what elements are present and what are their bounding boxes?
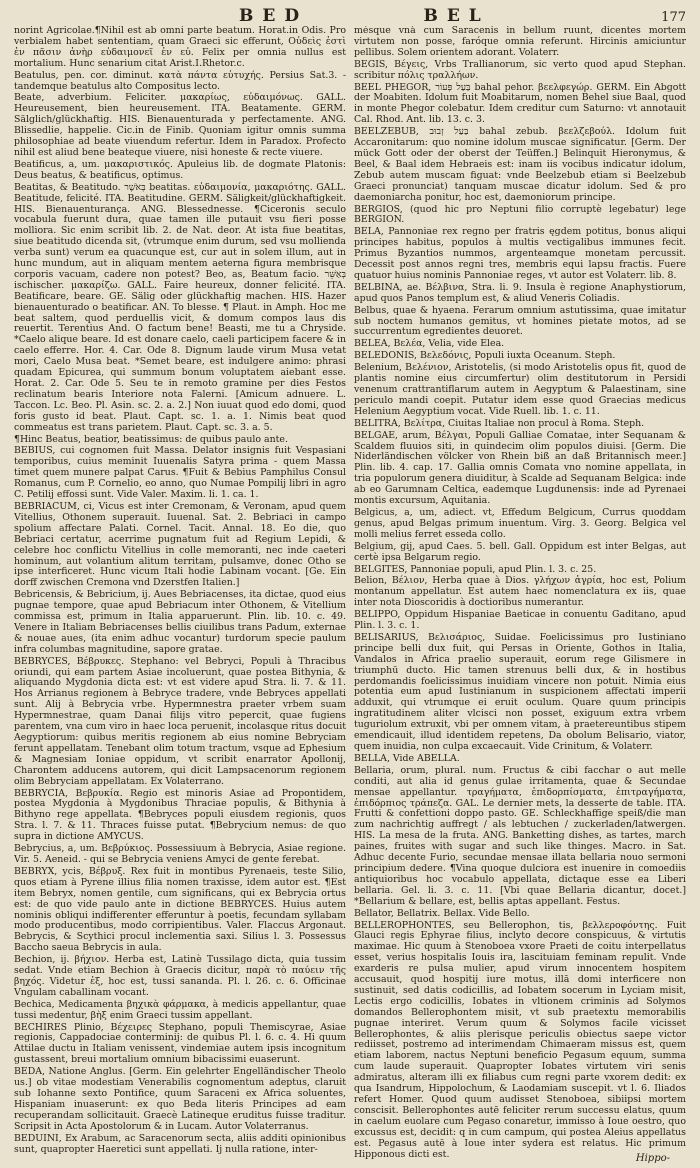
dictionary-entry: Beatificus, a, um. μακαριστικός. Apuleius lib. de dogmate Platonis: Deus beatus, & beatificus, optimus. [14,158,346,181]
dictionary-entry: mésque vnà cum Saracenis in bellum ruunt, dicentes mortem virtutem non posse, faróque omnia referunt. Hircinis amiciuntur pellibus. Solem orientem adorant. Volaterr. [354,26,686,58]
page-number: 177 [661,10,686,25]
dictionary-entry: Bebrycius, a, um. Βεβρύκιος. Possessiuum à Bebrycia, Asiae regione. Vir. 5. Aeneid. - qui se Bebrycia veniens Amyci de gente ferebat. [14,843,346,865]
dictionary-entry: Belenium, Βελένιον, Aristotelis, (si modo Aristotelis opus fit, quod de plantis nomine eius circumfertur) olim destitutorum in Persidi venenum crattrantiflarum autem in Aegyptum & Palaestinam, sine periculo mandi coepit. Putatur idem esse quod Graecias medicus Helenium Aegyptium vocat. Vide Ruell. lib. 1. c. 11. [354,362,686,417]
dictionary-entry: BERGIOS, (quod hic pro Neptuni filio corruptè legebatur) lege BERGION. [354,203,686,226]
catchword: Hippo- [635,1153,670,1164]
dictionary-entry: Beate, adverbium. Feliciter. μακαρίως, εὐδαιμόνως. GALL. Heureusement, bien heureusement. ITA. Beatamente. GERM. Sälglich/glückhaftig. HIS. Bienauenturada y perfectamente. ANG. Blissedlie, happelie. Cic.in de Finib. Quoniam igitur omnis summa philosophiae ad beate viuendum refertur. Idem in Paradox. Profecto nihil est aliud bene beateque viuere, nisi honeste & recte viuere. [14,92,346,158]
dictionary-entry: norint Agricolae.¶Nihil est ab omni parte beatum. Horat.in Odis. Pro verbialem habet sententiam, quam Graeci sic efferunt, Οὐδεὶς ἐστὶ ἐν πᾶσιν ἀνὴρ εὐδαιμονεῖ ἐν εὐ. Felix per omnia nullus est mortalium. Hunc senarium citat Arist.I.Rhetor.c. [14,26,346,69]
dictionary-entry: BEGIS, Βέγεις, Vrbs Trallianorum, sic verto quod apud Stephan. scribitur πόλις τραλλήων. [354,58,686,81]
dictionary-entry: BELLA, Vide ABELLA. [354,752,460,764]
dictionary-entry: BEELZEBUB, בַּעַל זְבוּב bahal zebub. βεελζεβούλ. Idolum fuit Accaronitarum: quo nomine idolum muscae significatur. [Germ. Der mück Gott oder der oberst der Teüffen.] Belinquit Hieronymus, & Beel, & Baal idem Hebraeis est: inam iis vocibus indicatur idolum, Zebub autem muscam figuat: vnde Beelzebub etiam si Beelzebub Graeci pronunciat) tanquam muscae dicatur idolum. Sed & pro daemoniarcha ponitur, hoc est, daemoniorum principe. [354,126,686,203]
right-column [354,26,686,1166]
dictionary-entry: Beatulus, pen. cor. diminut. κατὰ πάντα εὐτυχής. Persius Sat.3. - tandemque beatulus alto Compositus lecto. [14,69,346,92]
dictionary-entry: Bechion, ij. βήχιον. Herba est, Latinè Tussilago dicta, quia tussim sedat. Vnde etiam Bechion à Graecis dicitur, παρὰ τὸ παύειν τῆς βηχός. Videtur ἐξ, hoc est, tussi sananda. Pl. l. 26. c. 6. Officinae Vngulam caballinam vocant. [14,954,346,998]
dictionary-entry: Bellaria, orum, plural. num. Fructus & cibi facchar o aut melle conditi, aut alia id genus gulae irritamenta, quae & Secundae mensae appellantur. τραγήματα, ἐπιδορπίσματα, ἐπιτραγήματα, ἐπιδόρπιος τράπεζα. GAL. Le dernier mets, la desserte de table. ITA. Frutti & confettioni doppo pasto. GE. Schleckhaffige speiß/die man zum nachrichtig auffregt / als lebtuchen / zuckerladen/latwergen. HIS. La mesa de la fruta. ANG. Banketting dishes, as tartes, march paines, fruites with sugar and such like thinges. Macro. in Sat. Adhuc decente Furio, secundae mensae illata bellaria nouo sermoni principium dedere. ¶Vina quoque dulciora est inuenire in comoediis antiquioribus hoc vocabulo appellata, dictaque esse ea Liberi bellaria. Gel. li. 3. c. 11. [Vbi quae Bellaria dicantur, docet.] *Bellarium & bellare, est, bellis aptas appellant. Festus. [354,764,686,907]
dictionary-entry: Bebricensis, & Bebricium, ij. Aues Bebriacenses, ita dictae, quod eius pugnae tempore, quae apud Bebriacum inter Othonem, & Vitellium commissa est, primum in Italia apparuerunt. Plin. lib. 10. c. 49. Venere in Italiam Bebriacenses bellis ciuilibus trans Padum, externae & nouae aues, (ita enim adhuc vocantur) turdorum specie paulum infra columbas magnitudine, sapore gratae. [14,589,346,655]
left-column [14,26,346,1166]
dictionary-entry: BEBRYCES, Βέβρυκες. Stephano: vel Bebryci, Populi à Thracibus oriundi, qui eam partem Asiae incoluerunt, quae postea Bithynia, & aliquando Mygdonia dicta est: vt est videre apud Stra. li. 7. & 11. Hos Arrianus regionem à Bebryce tradere, vnde Bebryces appellati sunt. Alij à Bebrycia vrbe. Hypermnestra praeter vrbem suam Hypermnestrae, quam Danai filijs vitro pepercit, quae fugiens parentem, vna cum viro in haec loca peruenit, incolasque ritus docuit Aegyptiorum: quibus meritis regionem ab eius nomine Bebryciam ferunt appellatam. Tenebant olim totum tractum, vsque ad Ephesium & Magnesiam Ioniae oppidum, vt scribit enarrator Apollonij, Charontem adducens autorem, qui dicit Lampsacenorum regionem olim Bebryciam appellatam. Ex Volaterrano. [14,655,346,787]
dictionary-entry: Bellator, Bellatrix. Bellax. Vide Bello. [354,907,530,919]
dictionary-entry: BELEDONIS, Βελεδόνις, Populi iuxta Oceanum. Steph. [354,350,616,362]
dictionary-entry: Belgium, gij, apud Caes. 5. bell. Gall. Oppidum est inter Belgas, aut certè ipsa Belgarum regio. [354,540,686,563]
dictionary-entry: Beatitas, & Beatitudo. בְּאֹשֶׁר beatitas. εὐδαιμονία, μακαριότης. GALL. Beatitude, felicité. ITA. Beatitudine. GERM. Säligkeit/glückhaftigkeit. HIS. Bienauenturança. ANG. Blessednesse. ¶Ciceronis seculo vocabula fuerunt dura, quae tamen ille putauit vsu fieri posse molliora. Sic enim scribit lib. 2. de Nat. deor. At ista fiue beatitas, siue beatitudo dicenda sit, (vtrumque enim durum, sed vsu mollienda verba sunt) verum ea quacunque est, cur aut in solem illum, aut in hunc mundum, aut in aliquam mentem aeterna figura membrisque corporis vacuam, cadere non potest? Beo, as, Beatum facio. בְּאַשֵּׁר ischischer. μακαρίζω. GALL. Faire heureux, donner felicité. ITA. Beatificare, beare. GE. Sälig oder glückhaftig machen. HIS. Hazer bienauenturado o beatificar. AN. To blesse. ¶ Plaut. in Amph. Hoc me beat saltem, quod perduellis vicit, & domum compos laus dis reuertit. Terentius And. O factum bene! Beasti, me tu a Chryside. *Caelo alique beare. Id est donare caelo, caeli participem facere & in caelo efferre. Hor. 4. Car. Ode 8. Dignum laude virum Musa vetat mori, Caelo Musa beat. *Semet beare, est indulgere animo: phrasi quadam Epicurea, qui summum bonum voluptatem aiebant esse. Horat. 2. Car. Ode 5. Seu te in remoto gramine per dies Festos reclinatum bearis Interiore nota Falerni. [Amicum adnuere. L. Taccon. Lc. Beo. Pl. Asin. sc. 2. a. 2.] Non iuuat quod edo domi, quod foris gusto id beat. Plaut. Capt. sc. 1. a. 1. Nimis beat quod commeatus est trans parietem. Plaut. Capt. sc. 3. a. 5. [14,181,346,433]
dictionary-entry: Bechica, Medicamenta βηχικὰ φάρμακα, à medicis appellantur, quae tussi medentur, βὴξ enim Graeci tussim appellant. [14,998,346,1021]
dictionary-entry: Belbus, quae & hyaena. Ferarum omnium astutissima, quae imitatur sub noctem humanos gemitus, vt homines pietate motos, ad se succurrentum egredientes deuoret. [354,304,686,338]
dictionary-entry: BEDA, Natione Anglus. [Germ. Ein gelehrter Engelländischer Theolo us.] ob vitae modestiam Venerabilis cognomentum adeptus, claruit sub Iohanne sexto Pontifice, quum Saraceni ex Africa soluentes, Hispaniam inuaserunt: ex quo Beda literis Principes ad eam recuperandam sollicitauit. Graecè Latineque eruditus fuisse traditur. Scripsit in Acta Apostolorum & in Lucam. Autor Volaterranus. [14,1066,346,1132]
dictionary-entry: BELLEROPHONTES, seu Bellerophon, tis, βελλεροφόντης. Fuit Glauci regis Ephyrae filius, inclyto decore conspicuus, & virtutis maximae. Hic quum à Stenoboea vxore Praeti de coitu interpellatus esset, verius hospitalis Iouis ira, lascituiam feminam repulit. Vnde exarderis re pulsa mulier, apud virum innocentem hospitem accusauit, quod hospitij iure motus, illā domi interficere non sustinuit, sed datis codicillis, ad Iobatem socerum in Lyciam misit, Lectis ergo codicillis, Iobates in vltionem criminis ad Solymos domandos Bellerophontem misit, vt sub praetextu memorabilis pugnae interiret. Verum quum & Solymos facile vicisset Bellerophontes, & aliis plerisque periculis obiectus saepe victor rediisset, postremo ad interimendam Chimaeram missus est, quem etiam laborem, nactus Neptuni beneficio Pegasum equum, summa cum laude superauit. Quapropter Iobates virtutem viri senis admiratus, alteram illi ex filiabus cum regni parte vxorem dedit: ex qua Isandrum, Hippolochum, & Laodamiam suscepit. vt l. 6. Iliados refert Homer. Quod quum audisset Stenoboea, sibiipsi mortem conscisit. Bellerophontes autē feliciter rerum successu elatus, quum in caelum euolare cum Pegaso conaretur, immisso à Ioue oestro, quo excussus est, decidit: q in cum campum, qui postea Aleius appellatus est. Pegasus autē à Ioue inter sydera est relatus. Hic primum Hipponous dicti est. [354,919,686,1160]
dictionary-entry: BELISARIUS, Βελισάριος, Suidae. Foelicissimus pro Iustiniano principe belli dux fuit, qui Persas in Oriente, Gothos in Italia, Vandalos in Africa praelio superauit, eorum rege Gilismere in triumphū ducto. Hic tamen strenuus belli dux, & in hostibus perdomandis foelicissimus inuidiam vincere non potuit. Nimia eius potentia eum apud Iustinianum in suspicionem affectati imperii adduxit, qui vtrumque ei eruit oculum. Quare quum principis ingratitudinem aliter vlcisci non posset, exiguum extra vrbem tuguriolum extruxit, vbi per omnem vitam, à praetereuntibus stipem emendicauit, illud identidem repetens, Da obolum Belisario, viator, quem inuidia, non culpa excaecauit. Vide Crinitum, & Volaterr. [354,631,686,752]
dictionary-entry: ¶Hinc Beatus, beatior, beatissimus: de quibus paulo ante. [14,433,288,445]
dictionary-entry: BELIPPO, Oppidum Hispaniae Baeticae in conuentu Gaditano, apud Plin. l. 3. c. 1. [354,609,686,632]
dictionary-entry: Belgicus, a, um, adiect. vt, Effedum Belgicum, Currus quoddam genus, apud Belgas primum inuentum. Virg. 3. Georg. Belgica vel molli melius ferret esseda collo. [354,506,686,540]
dictionary-entry: Belion, Βέλιον, Herba quae à Dios. γλήχων ἀγρία, hoc est, Polium montanum appellatur. Est autem haec nomenclatura ex iis, quae inter nota Dioscoridis à doctioribus numerantur. [354,575,686,609]
dictionary-entry: BELBINA, ae. Βέλβινα, Stra. li. 9. Insula è regione Anaphystiorum, apud quos Panos templum est, & aliud Veneris Coliadis. [354,281,686,304]
running-header [14,6,686,26]
header-right: BEL [423,6,490,26]
dictionary-entry: BEEL PHEGOR, בַּעַל פְּעוֹר bahal pehor. βεελφεγώρ. GERM. Ein Abgott der Moabiten. Idolum fuit Moabitarum, nomen Behel siue Baal, quod in monte Phegor colebatur. Idem creditur cum Saturno: vt annotauit Cal. Rhod. Ant. lib. 13. c. 3. [354,81,686,126]
dictionary-entry: BECHIRES Plinio, Βέχειρες Stephano, populi Themiscyrae, Asiae regionis, Cappadociae conterminij: de quibus Pl. l. 6. c. 4. Hi quum Attilae ductu in Italiam venissent, vindemiae autem ipsis incognitum gustassent, breui mortalium omnium bibacissimi euaserunt. [14,1021,346,1066]
dictionary-entry: BEBRIACUM, ci, Vicus est inter Cremonam, & Veronam, apud quem Vitellius, Othonem superauit. Iuuenal. Sat. 2. Bebriaci in campo spolium affectare Palati. Cornel. Tacit. Annal. 18. Eo die, quo Bebriaci certatur, acerrime pugnatum fuit ad Regium Lepidi, & celebre hoc conflictu Vitellius in colle memoranti, nec inde caeteri hominum, aut volantium alitum territam, pulsamve, donec Otho se ipse interficeret. Hunc vicum Itali hodie Labinam vocant. [Ge. Ein dorff zwischen Cremona vnd Dzerstfen Italien.] [14,500,346,589]
dictionary-entry: BELA, Pannoniae rex regno per fratris ęgdem potitus, bonus aliqui principes habitus, populos à multis vectigalibus immunes fecit. Primus Byzantios nummos, argenteamque monetam percussit. Decessit post annos regni tres, membris equi lapsu fractis. Fuere quatuor huius nominis Pannoniae reges, vt autor est Volaterr. lib. 8. [354,226,686,281]
text-columns [14,26,686,1166]
dictionary-entry: BELITRA, Βελίτρα, Ciuitas Italiae non procul à Roma. Steph. [354,417,645,429]
dictionary-entry: BEDUINI, Ex Arabum, ac Saracenorum secta, aliis additi opinionibus sunt, quapropter Haeretici sunt appellati. Ij nulla ratione, inter- [14,1132,346,1155]
dictionary-entry: BELGAE, arum, Βέλγαι, Populi Galliae Comatae, inter Sequanam & Scaldem fluuios siti, in quindecim olim populos diuisi. [Germ. Die Niderländischen völcker von Rhein biß an daß Britannisch meer.] Plin. lib. 4. cap. 17. Gallia omnis Comata vno nomine appellata, in tria populorum genera diuiditur, à Scalde ad Sequanam Belgica: inde ab eo Garumnam Celtica, eademque Lugdunensis: inde ad Pyrenaei montis excursum, Aquitania. [354,429,686,507]
dictionary-entry: BEBRYX, ycis, Βέβρυξ. Rex fuit in montibus Pyrenaeis, teste Silio, quos etiam à Pyrene illius filia nomen traxisse, idem autor est. ¶Est item Bebryx, nomen gentile, cum significans, qui ex Bebrycia ortus est: de quo vide paulo ante in dictione BEBRYCES. Huius autem nominis obliqui indifferenter efferuntur à poetis, fecundam syllabam modo producentibus, modo corripientibus. Valer. Flaccus Argonaut. Bebrycis, & Scythici procul inclementia saxi. Silius l. 3. Possessus Baccho saeua Bebrycis in aula. [14,865,346,954]
dictionary-entry: BELEA, Βελέα, Velia, vide Elea. [354,338,505,350]
dictionary-entry: BELGITES, Pannoniae populi, apud Plin. l. 3. c. 25. [354,563,597,575]
dictionary-entry: BEBIUS, cui cognomen fuit Massa. Delator insignis fuit Vespasiani temporibus, cuius meminit Iuuenalis Satyra prima - quem Massa timet quem munere palpat Carus. ¶Fuit & Bebius Pamphilus Consul Romanus, cum P. Cornelio, eo anno, quo Numae Pompilij libri in agro C. Petilij effossi sunt. Vide Valer. Maxim. li. 1. ca. 1. [14,445,346,501]
header-left: BED [239,6,309,26]
dictionary-entry: BEBRYCIA, Βεβρυκία. Regio est minoris Asiae ad Propontidem, postea Mygdonia à Mygdonibus Thraciae populis, & Bithynia à Bithyno rege appellata. ¶Bebryces populi eiusdem regionis, quos Stra. l. 7. & 11. Thraces fuisse putat. ¶Bebrycium nemus: de quo supra in dictione AMYCUS. [14,787,346,843]
